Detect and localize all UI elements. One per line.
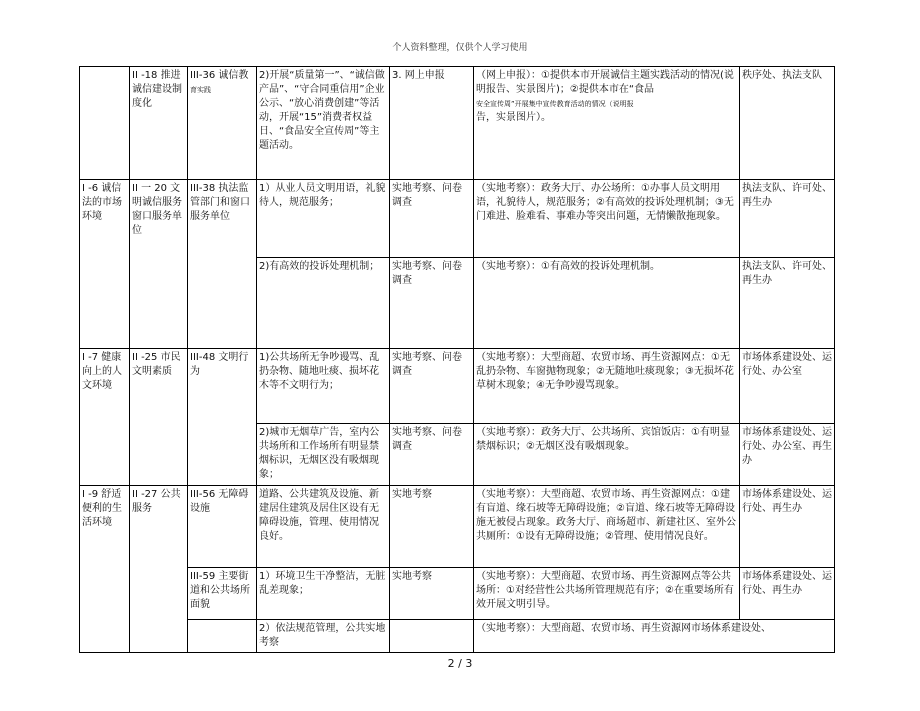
standard-small-text: 安全宣传周”开展集中宣传教育活动的情况（说明报 xyxy=(476,100,634,108)
standard-cell: （实地考察）：政务大厅、办公场所：①办事人员文明用语，礼貌待人，规范服务；②有高效的投诉处理机制；③无门难进、脸难看、事难办等突出问题，无情懒散拖现象。 xyxy=(474,180,740,258)
table-row xyxy=(80,620,835,653)
content-cell: 1）从业人员文明用语，礼貌待人，规范服务； xyxy=(257,180,390,258)
page-header: 个人资料整理，仅供个人学习使用 xyxy=(392,43,528,53)
method-cell: 3. 网上申报 xyxy=(390,67,474,180)
department-cell: 市场体系建设处、运行处、再生办 xyxy=(740,568,835,620)
table-row xyxy=(80,67,835,180)
level2-cell: II -27 公共服务 xyxy=(130,486,188,653)
method-cell xyxy=(390,620,474,653)
level1-cell: I -7 健康向上的人文环境 xyxy=(80,349,130,486)
method-cell: 实地考察、问卷调查 xyxy=(390,258,474,349)
level3-small-text: 育实践 xyxy=(190,86,211,94)
content-cell: 2)城市无烟草广告，室内公共场所和工作场所有明显禁烟标识，无烟区没有吸烟现象； xyxy=(257,424,390,486)
content-cell: 2)有高效的投诉处理机制； xyxy=(257,258,390,349)
content-cell: 1)公共场所无争吵谩骂、乱扔杂物、随地吐痰、损坏花木等不文明行为； xyxy=(257,349,390,424)
level3-text: III-36 诚信教 xyxy=(190,70,249,81)
standard-cell: （实地考察）：政务大厅、公共场所、宾馆饭店：①有明显禁烟标识；②无烟区没有吸烟现象。 xyxy=(474,424,740,486)
table-row xyxy=(80,568,835,620)
department-cell: 执法支队、许可处、再生办 xyxy=(740,180,835,258)
level2-cell: II 一 20 文明诚信服务窗口服务单位 xyxy=(130,180,188,349)
level3-cell: III-56 无障碍设施 xyxy=(188,486,257,568)
table-row xyxy=(80,180,835,258)
department-cell: 市场体系建设处、运行处、办公室 xyxy=(740,349,835,424)
level3-cell: III-59 主要街道和公共场所面貌 xyxy=(188,568,257,620)
page-number: 2 / 3 xyxy=(447,657,473,670)
standard-cell xyxy=(474,67,740,180)
department-cell: 执法支队、许可处、再生办 xyxy=(740,258,835,349)
method-cell: 实地考察、问卷调查 xyxy=(390,424,474,486)
content-cell: 2）依法规范管理，公共实地考察 xyxy=(257,620,390,653)
method-cell: 实地考察 xyxy=(390,486,474,568)
method-cell: 实地考察、问卷调查 xyxy=(390,349,474,424)
level2-cell: II -25 市民文明素质 xyxy=(130,349,188,486)
department-cell: 市场体系建设处、运行处、再生办 xyxy=(740,486,835,568)
level3-cell: III-48 文明行为 xyxy=(188,349,257,486)
department-cell: 秩序处、执法支队 xyxy=(740,67,835,180)
level1-cell: I -6 诚信法的市场环境 xyxy=(80,180,130,349)
method-cell: 实地考察 xyxy=(390,568,474,620)
level2-cell: II -18 推进诚信建设制度化 xyxy=(130,67,188,180)
level3-cell: III-38 执法监管部门和窗口服务单位 xyxy=(188,180,257,349)
content-cell: 道路、公共建筑及设施、新建居住建筑及居住区设有无障碍设施，管理、使用情况良好。 xyxy=(257,486,390,568)
level3-cell xyxy=(188,620,257,653)
standard-cell: （实地考察）：大型商超、农贸市场、再生资源网市场体系建设处、 xyxy=(474,620,835,653)
standard-text: （网上申报）：①提供本市开展诚信主题实践活动的情况(说明报告、实景图片)；②提供本市在“食品 xyxy=(476,70,734,95)
criteria-table xyxy=(79,66,835,653)
table-row xyxy=(80,486,835,568)
standard-cell: （实地考察）：①有高效的投诉处理机制。 xyxy=(474,258,740,349)
standard-cell: （实地考察）：大型商超、农贸市场、再生资源网点等公共场所：①对经营性公共场所管理规范有序；②在重要场所有效开展文明引导。 xyxy=(474,568,740,620)
level1-cell: I -9 舒适便利的生活环境 xyxy=(80,486,130,653)
level1-cell xyxy=(80,67,130,180)
level3-cell xyxy=(188,67,257,180)
content-cell: 2)开展“质量第一”、“诚信做产品”、“守合同重信用”企业公示、“放心消费创建”等活动，开展“15”消费者权益日、“食品安全宣传周”等主题活动。 xyxy=(257,67,390,180)
standard-tail-text: 告，实景图片）。 xyxy=(476,112,551,123)
department-cell: 市场体系建设处、运行处、办公室、再生办 xyxy=(740,424,835,486)
standard-cell: （实地考察）：大型商超、农贸市场、再生资源网点：①无乱扔杂物、车窗抛物现象；②无随地吐痰现象；③无损坏花草树木现象；④无争吵谩骂现象。 xyxy=(474,349,740,424)
content-cell: 1）环境卫生干净整洁，无脏乱差现象； xyxy=(257,568,390,620)
table-row xyxy=(80,349,835,424)
standard-cell: （实地考察）：大型商超、农贸市场、再生资源网点：①建有盲道、缘石坡等无障碍设施；②盲道、缘石坡等无障碍设施无被侵占现象。政务大厅、商场超市、新建社区、室外公共厕所：①设有无障碍设施；②管理、使用情况良好。 xyxy=(474,486,740,568)
method-cell: 实地考察、问卷调查 xyxy=(390,180,474,258)
